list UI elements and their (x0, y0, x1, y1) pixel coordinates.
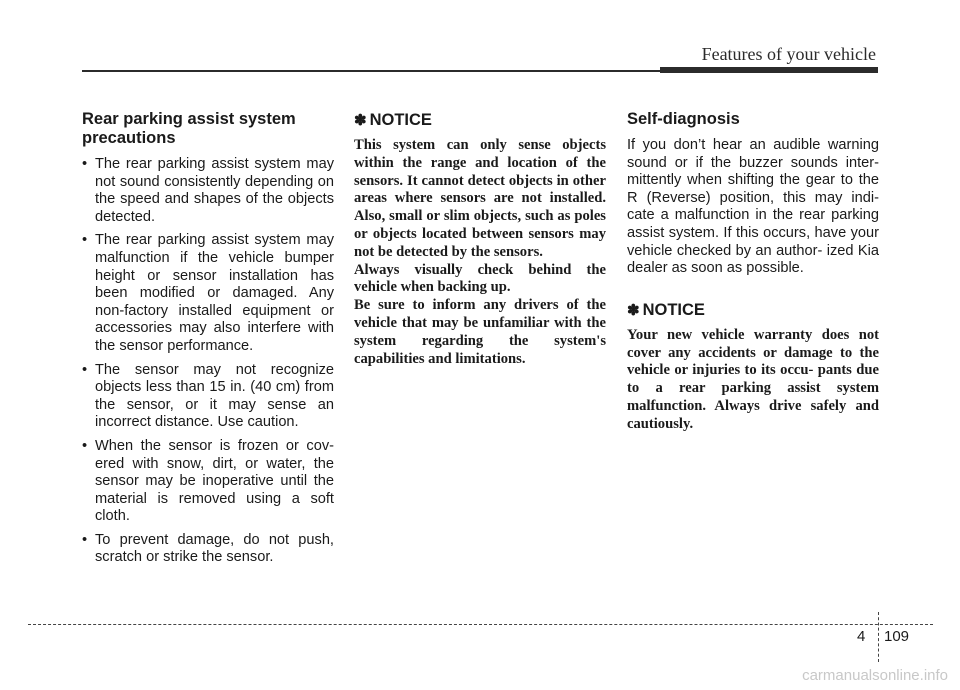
notice-paragraph: Your new vehicle warranty does not cover any accidents or damage to the vehicle or injuries to its occu- pants due to a rear parking assist system malfunction. Always drive safely and cautiously. (627, 326, 879, 432)
notice-heading (627, 300, 879, 321)
precautions-list (82, 156, 334, 567)
footer-rule (28, 624, 933, 625)
list-item: • When the sensor is frozen or cov- ered with snow, dirt, or water, the sensor may be inoperative until the material is removed using a soft cloth. (82, 438, 334, 526)
notice-paragraph: Be sure to inform any drivers of the vehicle that may be unfamiliar with the system regarding the system's capabilities and limitations. (354, 297, 606, 367)
notice-star-icon: ✽ (354, 112, 367, 129)
notice-paragraph: This system can only sense objects within the range and location of the sensors. It cannot detect objects in other areas where sensors are not installed. Also, small or slim objects, such as poles or objects located between sensors may not be detected by the sensors. (354, 137, 606, 260)
list-item: • The rear parking assist system may malfunction if the vehicle bumper height or sensor installation has been modified or damaged. Any non-factory installed equipment or accessories may also interfere with the sensor performance. (82, 232, 334, 355)
page-number: 109 (884, 628, 910, 645)
column-notice (354, 110, 606, 368)
list-item: • The rear parking assist system may not sound consistently depending on the speed and shapes of the objects detected. (82, 156, 334, 226)
chapter-number: 4 (857, 628, 866, 645)
column-self-diagnosis (627, 110, 879, 434)
precautions-heading: Rear parking assist system precautions (82, 110, 296, 147)
notice-heading (354, 110, 606, 131)
list-item: • To prevent damage, do not push, scratch or strike the sensor. (82, 532, 334, 567)
notice-title: NOTICE (369, 111, 432, 129)
watermark: carmanualsonline.info (802, 667, 948, 684)
column-precautions (82, 110, 334, 573)
notice-star-icon: ✽ (627, 301, 640, 319)
self-diagnosis-heading: Self-diagnosis (627, 110, 740, 128)
self-diagnosis-paragraph: If you don’t hear an audible warning sound or if the buzzer sounds inter- mittently when shifting the gear to the R (Reverse) position, this may indi- cate a malfunction in the rear parking assist system. If this occurs, have your vehicle checked by an author- ized Kia dealer as soon as possible. (627, 137, 879, 277)
footer-divider (878, 612, 879, 662)
warranty-notice (627, 300, 879, 434)
header-rule-accent (660, 67, 878, 73)
notice-body (627, 327, 879, 434)
notice-paragraph: Always visually check behind the vehicle when backing up. (354, 261, 606, 296)
notice-title: NOTICE (642, 300, 705, 319)
section-header-title: Features of your vehicle (701, 44, 876, 64)
list-item: • The sensor may not recognize objects less than 15 in. (40 cm) from the sensor, or it may sense an incorrect distance. Use caution. (82, 362, 334, 432)
notice-body (354, 137, 606, 368)
